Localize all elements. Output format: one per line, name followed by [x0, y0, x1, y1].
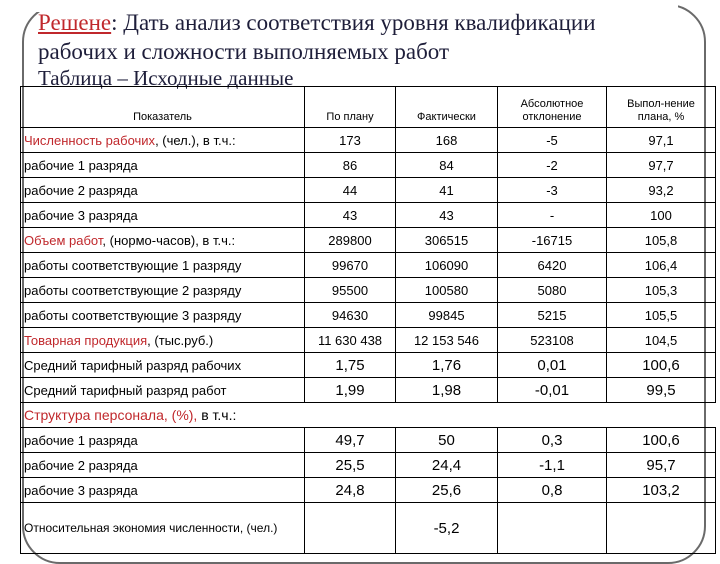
row-label: рабочие 3 разряда — [21, 203, 305, 228]
title-line1: : Дать анализ соответствия уровня квалификации — [111, 10, 596, 35]
table-row — [21, 378, 716, 403]
fact-value: 25,6 — [396, 478, 498, 503]
title-line2: рабочих и сложности выполняемых работ — [38, 39, 450, 64]
percent-value: 104,5 — [607, 328, 716, 353]
header-deviation: Абсолютное отклонение — [498, 87, 607, 128]
section-label-highlight: Структура персонала, (%), — [24, 407, 198, 423]
percent-value: 97,7 — [607, 153, 716, 178]
plan-value: 94630 — [305, 303, 396, 328]
percent-value: 103,2 — [607, 478, 716, 503]
plan-value: 44 — [305, 178, 396, 203]
percent-value: 105,8 — [607, 228, 716, 253]
title-prefix: Решене — [38, 10, 112, 35]
plan-value: 99670 — [305, 253, 396, 278]
economy-row — [21, 503, 716, 554]
percent-value: 105,3 — [607, 278, 716, 303]
empty-cell — [305, 503, 396, 554]
row-label — [21, 328, 305, 353]
row-label: работы соответствующие 1 разряду — [21, 253, 305, 278]
fact-value: 99845 — [396, 303, 498, 328]
deviation-value: 523108 — [498, 328, 607, 353]
plan-value: 49,7 — [305, 428, 396, 453]
row-label-highlight: Объем работ — [24, 232, 103, 248]
slide-title — [38, 8, 708, 66]
empty-cell — [498, 503, 607, 554]
row-label: работы соответствующие 2 разряду — [21, 278, 305, 303]
fact-value: 84 — [396, 153, 498, 178]
fact-value: 100580 — [396, 278, 498, 303]
deviation-value: 0,3 — [498, 428, 607, 453]
row-label: работы соответствующие 3 разряду — [21, 303, 305, 328]
data-table — [20, 86, 716, 554]
plan-value: 289800 — [305, 228, 396, 253]
deviation-value: - — [498, 203, 607, 228]
header-indicator: Показатель — [21, 87, 305, 128]
plan-value: 25,5 — [305, 453, 396, 478]
percent-value: 100,6 — [607, 428, 716, 453]
table-row — [21, 303, 716, 328]
header-plan: По плану — [305, 87, 396, 128]
deviation-value: 0,8 — [498, 478, 607, 503]
plan-value: 1,75 — [305, 353, 396, 378]
section-label — [21, 403, 716, 428]
table-row — [21, 253, 716, 278]
row-label: рабочие 3 разряда — [21, 478, 305, 503]
fact-value: 306515 — [396, 228, 498, 253]
row-label-suffix: , (нормо-часов), в т.ч.: — [102, 232, 236, 248]
deviation-value: 5215 — [498, 303, 607, 328]
percent-value: 95,7 — [607, 453, 716, 478]
fact-value: 168 — [396, 128, 498, 153]
table-row — [21, 278, 716, 303]
row-label: Средний тарифный разряд рабочих — [21, 353, 305, 378]
row-label-suffix: , (тыс.руб.) — [147, 332, 214, 348]
header-fact: Фактически — [396, 87, 498, 128]
plan-value: 173 — [305, 128, 396, 153]
fact-value: 24,4 — [396, 453, 498, 478]
row-label — [21, 228, 305, 253]
deviation-value: 5080 — [498, 278, 607, 303]
fact-value: 1,76 — [396, 353, 498, 378]
deviation-value: -0,01 — [498, 378, 607, 403]
row-label-highlight: Товарная продукция — [24, 332, 148, 348]
fact-value: 12 153 546 — [396, 328, 498, 353]
deviation-value: -16715 — [498, 228, 607, 253]
economy-value: -5,2 — [396, 503, 498, 554]
fact-value: 43 — [396, 203, 498, 228]
header-plan-percent: Выпол-нение плана, % — [607, 87, 716, 128]
fact-value: 50 — [396, 428, 498, 453]
row-label-highlight: Численность рабочих — [24, 132, 156, 148]
section-label-suffix: в т.ч.: — [197, 407, 237, 423]
row-label: рабочие 2 разряда — [21, 178, 305, 203]
fact-value: 1,98 — [396, 378, 498, 403]
table-row — [21, 128, 716, 153]
table-row — [21, 478, 716, 503]
deviation-value: 0,01 — [498, 353, 607, 378]
deviation-value: -3 — [498, 178, 607, 203]
table-row — [21, 453, 716, 478]
row-label: рабочие 2 разряда — [21, 453, 305, 478]
row-label: рабочие 1 разряда — [21, 153, 305, 178]
table-row — [21, 228, 716, 253]
table-row — [21, 328, 716, 353]
percent-value: 97,1 — [607, 128, 716, 153]
plan-value: 1,99 — [305, 378, 396, 403]
row-label-suffix: , (чел.), в т.ч.: — [155, 132, 236, 148]
table-row — [21, 428, 716, 453]
plan-value: 86 — [305, 153, 396, 178]
deviation-value: 6420 — [498, 253, 607, 278]
deviation-value: -5 — [498, 128, 607, 153]
fact-value: 41 — [396, 178, 498, 203]
table-row — [21, 178, 716, 203]
deviation-value: -1,1 — [498, 453, 607, 478]
table-row — [21, 353, 716, 378]
deviation-value: -2 — [498, 153, 607, 178]
plan-value: 24,8 — [305, 478, 396, 503]
percent-value: 105,5 — [607, 303, 716, 328]
plan-value: 43 — [305, 203, 396, 228]
percent-value: 93,2 — [607, 178, 716, 203]
percent-value: 100,6 — [607, 353, 716, 378]
row-label: рабочие 1 разряда — [21, 428, 305, 453]
row-label: Средний тарифный разряд работ — [21, 378, 305, 403]
table-row — [21, 203, 716, 228]
fact-value: 106090 — [396, 253, 498, 278]
empty-cell — [607, 503, 716, 554]
row-label — [21, 128, 305, 153]
percent-value: 100 — [607, 203, 716, 228]
section-row — [21, 403, 716, 428]
table-row — [21, 153, 716, 178]
percent-value: 99,5 — [607, 378, 716, 403]
plan-value: 95500 — [305, 278, 396, 303]
percent-value: 106,4 — [607, 253, 716, 278]
plan-value: 11 630 438 — [305, 328, 396, 353]
table-caption: Таблица – Исходные данные — [38, 66, 294, 90]
economy-label: Относительная экономия численности, (чел.) — [21, 503, 305, 554]
header-row — [21, 87, 716, 128]
